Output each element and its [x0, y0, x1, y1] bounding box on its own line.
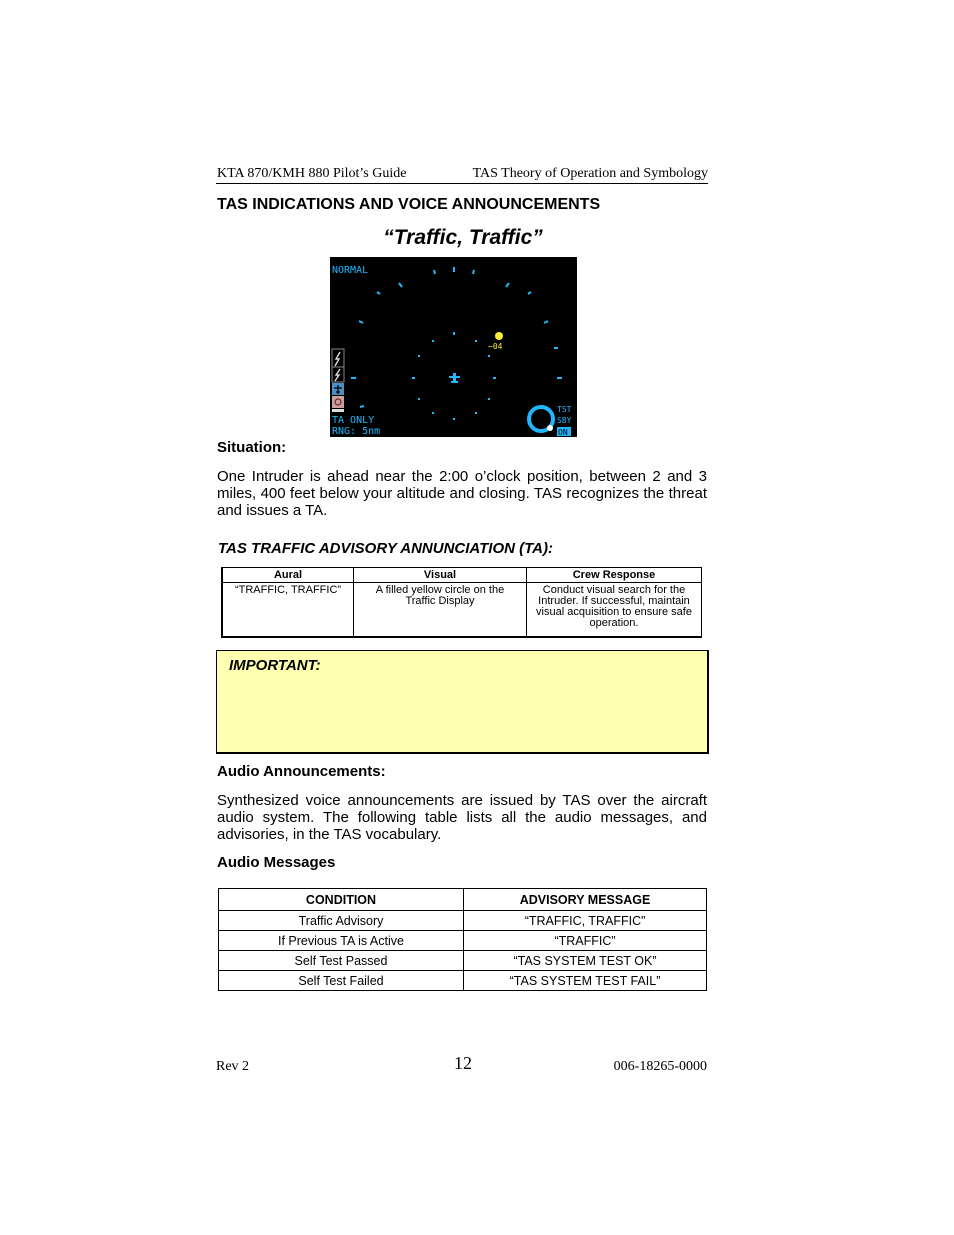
- situation-heading: Situation:: [217, 439, 287, 456]
- scroll-indicator: [332, 409, 344, 412]
- copy-icon: [332, 396, 344, 408]
- ta-crew-response-cell: Conduct visual search for the Intruder. If successful, maintain visual acquisition to ensure safe operation.: [527, 583, 702, 638]
- status-range: RNG: 5nm: [332, 426, 381, 437]
- advisory-cell: “TRAFFIC”: [464, 931, 707, 951]
- table-row: [219, 951, 707, 971]
- page-number: 12: [454, 1053, 472, 1073]
- section-title: TAS INDICATIONS AND VOICE ANNOUNCEMENTS: [217, 196, 601, 213]
- condition-cell: Traffic Advisory: [219, 911, 464, 931]
- ta-visual-cell: A filled yellow circle on the Traffic Display: [354, 583, 527, 638]
- footer-revision: Rev 2: [216, 1059, 250, 1074]
- header-rule: [216, 183, 708, 184]
- display-title: “Traffic, Traffic”: [383, 226, 543, 249]
- label-sby: SBY: [557, 416, 572, 425]
- ta-table: [221, 567, 702, 638]
- audio-table-header: [219, 889, 707, 911]
- important-box: [216, 650, 709, 754]
- header-section-title: TAS Theory of Operation and Symbology: [472, 166, 708, 181]
- table-row: [219, 971, 707, 991]
- important-label: IMPORTANT:: [229, 657, 321, 674]
- advisory-cell: “TAS SYSTEM TEST FAIL”: [464, 971, 707, 991]
- ta-table-header: [222, 568, 702, 583]
- label-tst: TST: [557, 405, 572, 414]
- ta-heading: TAS TRAFFIC ADVISORY ANNUNCIATION (TA):: [218, 540, 553, 557]
- intruder-ta-icon: [495, 332, 503, 340]
- lightning-icon-1: [332, 349, 344, 367]
- ta-aural-cell: “TRAFFIC, TRAFFIC”: [222, 583, 354, 638]
- table-row: [222, 583, 702, 638]
- audio-messages-heading: Audio Messages: [217, 854, 336, 871]
- condition-cell: If Previous TA is Active: [219, 931, 464, 951]
- audio-text: Synthesized voice announcements are issued by TAS over the aircraft audio system. The following table lists all the audio messages, and advisories, in the TAS vocabulary.: [217, 792, 707, 843]
- audio-col-advisory: ADVISORY MESSAGE: [464, 889, 707, 911]
- mode-label: NORMAL: [332, 265, 369, 276]
- side-icon-strip: [332, 349, 344, 412]
- table-row: [219, 911, 707, 931]
- condition-cell: Self Test Failed: [219, 971, 464, 991]
- ta-col-visual: Visual: [354, 568, 527, 583]
- situation-text: One Intruder is ahead near the 2:00 o’clock position, between 2 and 3 miles, 400 feet below your altitude and closing. TAS recognizes the threat and issues a TA.: [217, 468, 707, 519]
- status-mode: TA ONLY: [332, 415, 375, 426]
- table-row: [219, 931, 707, 951]
- audio-messages-table: [218, 888, 707, 991]
- knob-indicator: [547, 425, 553, 431]
- intruder-altitude: −04: [488, 342, 503, 351]
- advisory-cell: “TRAFFIC, TRAFFIC”: [464, 911, 707, 931]
- ta-col-aural: Aural: [222, 568, 354, 583]
- header-doc-title: KTA 870/KMH 880 Pilot’s Guide: [217, 166, 407, 181]
- condition-cell: Self Test Passed: [219, 951, 464, 971]
- ta-col-crew-response: Crew Response: [527, 568, 702, 583]
- audio-heading: Audio Announcements:: [217, 763, 386, 780]
- traffic-display: [330, 257, 577, 437]
- advisory-cell: “TAS SYSTEM TEST OK”: [464, 951, 707, 971]
- footer-part-number: 006-18265-0000: [613, 1059, 707, 1074]
- audio-col-condition: CONDITION: [219, 889, 464, 911]
- label-on: ON: [558, 428, 568, 437]
- traffic-display-graphic: [330, 257, 577, 437]
